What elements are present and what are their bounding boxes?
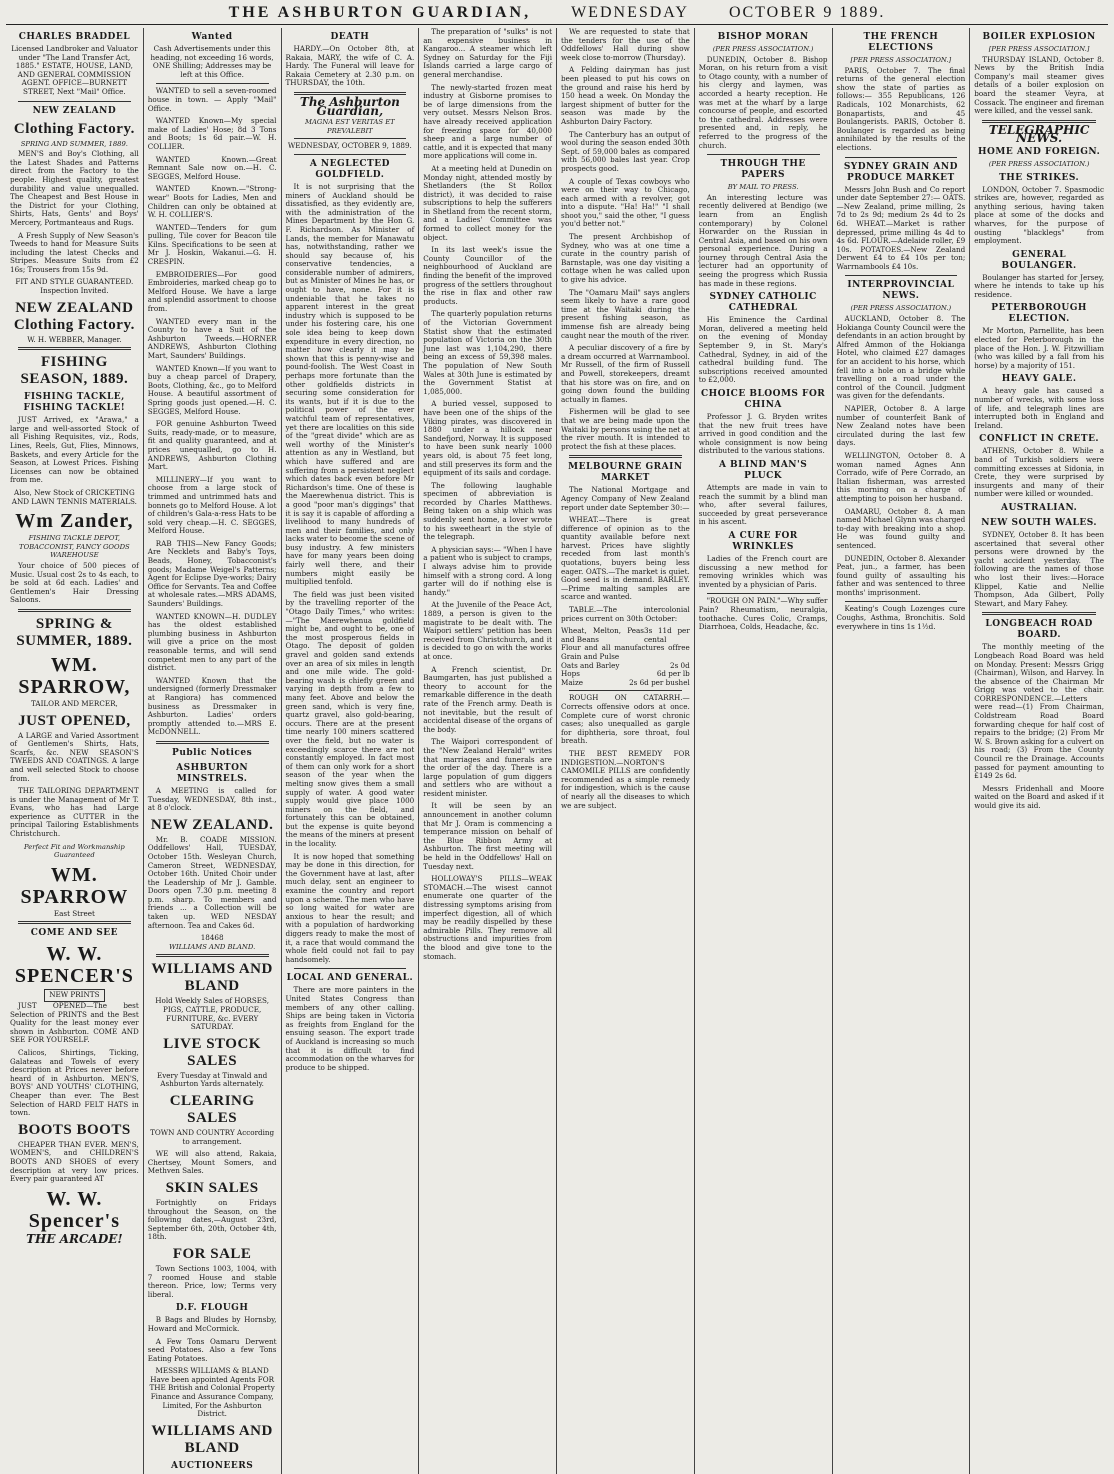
perfect-fit-line: Perfect Fit and Workmanship Guaranteed: [24, 842, 125, 860]
bishop-text: DUNEDIN, October 8. Bishop Moran, on his return from a visit to Otago county, with a number of his clergy and laymen, was accorded a hearty reception. He was met at the wharf by a large concourse of people, and escorted to the cathedral. Addresses were presented and, in reply, he referred to the progress of the church.: [698, 54, 828, 150]
papers-text: An interesting lecture was recently delivered at Bendigo (we learn from an English contemporary) by Colonel Horwarder on the Russian in Central Asia, and based on his own personal experience. During a journey through Central Asia the lecturer had an opportunity of seeing the progress which Russia has made in these regions.: [698, 192, 828, 288]
peterborough-heading: PETERBOROUGH ELECTION.: [991, 303, 1087, 325]
column-1: [6, 28, 144, 1474]
flough-heading: D.F. FLOUGH: [175, 1303, 249, 1314]
best-remedy-ad: THE BEST REMEDY FOR INDIGESTION.—NORTON'S CAMOMILE PILLS are confidently recommended as a simple remedy for indigestion, which is the cause of nearly all the diseases to which we are subject.: [561, 748, 690, 810]
east-street: East Street: [53, 908, 95, 918]
williams-bland-sig: WILLIAMS AND BLAND.: [168, 942, 256, 951]
peterborough-text: Mr Morton, Parnellite, has been elected for Peterborough in the place of the Hon. J. W. Fitzwilliam (who was killed by a fall from his horse) by a majority of 151.: [974, 326, 1104, 370]
spencer-name-3: W. W. Spencer's: [28, 1187, 120, 1232]
price-value: 3s 11d per cental: [644, 626, 690, 644]
column-8: [970, 28, 1108, 1474]
boots-text: CHEAPER THAN EVER. MEN'S, WOMEN'S, and CHILDREN'S BOOTS AND SHOES of every description at very low prices. Every pair guaranteed AT: [10, 1139, 139, 1184]
notice-number: 18468: [200, 933, 224, 943]
wanted-ad: WANTED KNOWN—H. DUDLEY has the oldest established plumbing business in Ashburton will give a price on the most reasonable terms, and will send competent men to any part of the district.: [147, 611, 277, 673]
cricket-line: Also, New Stock of CRICKETING AND LAWN TENNIS MATERIALS.: [11, 488, 137, 506]
wrinkles-heading: A CURE FOR WRINKLES: [728, 530, 798, 552]
price-row: [561, 627, 690, 644]
interprovincial-text: AUCKLAND, October 8. The Hokianga County Council were the defendants in an action brought by Alfred Ammon of the Hokianga Hotel, who claimed £27 damages for an accident to his horse, which fell into a hole on a bridge while travelling on a road under the control of the Council. Judgment was given for the defendants.: [836, 314, 966, 401]
c5-item-4: A couple of Texas cowboys who were on their way to Chicago, each armed with a revolver, got into a dispute. "Ha! Ha!" "I shall shoot you," said the other, "I guess you'd better not.": [561, 176, 690, 229]
prices-title: TABLE.—The intercolonial prices current on 30th October:: [561, 605, 690, 623]
masthead: [6, 4, 1108, 25]
for-sale-heading: FOR SALE: [172, 1245, 252, 1262]
wanted-note: Cash Advertisements under this heading, not exceeding 16 words, ONE Shilling; Addresses may be left at this Office.: [150, 44, 274, 79]
nsw-heading: NEW SOUTH WALES.: [981, 517, 1098, 528]
spring-summer-title: SPRING & SUMMER, 1889.: [16, 615, 133, 649]
fit-guarantee: FIT AND STYLE GUARANTEED.: [15, 277, 134, 287]
item-6: A buried vessel, supposed to have been one of the ships of the Viking pirates, was discovered in 1880 under a hillock near Sandefjord, Norway. It is supposed to have been sunk nearly 1000 years old, is about 75 feet long, and still preserves its form and the equipment of its sails and cordage.: [423, 399, 552, 478]
price-row: [561, 644, 690, 661]
clothing-ad-text-2: A Fresh Supply of New Season's Tweeds to hand for Measure Suits including the latest Checks and Stripes. Measure Suits from £2 16s; Trousers from 15s 9d.: [10, 230, 139, 274]
price-row: [561, 679, 690, 688]
notice-nz-text: Mr. B. COADE MISSION. Oddfellows' Hall, TUESDAY, October 15th. Wesleyan Church, Cameron Street, WEDNESDAY, October 16th. United Choir under the Leadership of Mr J. Gamble. Doors open 7.30 p.m. meeting 8 p.m. sharp. To members and friends ... a Collection will be taken up. WED NESDAY afternoon. Tea and Cakes 6d.: [147, 834, 277, 930]
column-grid: [6, 27, 1108, 1471]
wanted-ad: MILLINERY—If you want to choose from a large stock of trimmed and untrimmed hats and bonnets go to Melford House. A lot of children's Gala-a-ress Hats to be sold very cheap.—H. C. SEGGES, Melford House.: [147, 474, 277, 536]
price-item: Maize: [561, 677, 583, 687]
c5-item-2: A Felding dairyman has just been pleased to put his cows on the ground and raise his herd by 150 head a week. On Monday the largest shipment of butter for the season was made by the Ashburton Dairy Factory.: [561, 65, 690, 126]
melbourne-intro: The National Mortgage and Agency Company of New Zealand report under date September 30:—: [561, 485, 690, 512]
editorial-motto: MAGNA EST VERITAS ET PREVALEBIT: [305, 118, 395, 135]
death-notice: HARDY.—On October 8th, at Rakaia, MARY, the wife of C. A. Hardy. The Funeral will leave for Rakaia Cemetery at 2.30 p.m. on THURSDAY, the 10th.: [285, 44, 415, 88]
gale-heading: HEAVY GALE.: [1001, 374, 1077, 385]
deputation-text: Messrs Fridenhall and Moore waited on the Board and asked if it would give its aid.: [974, 783, 1104, 810]
c5-item-5: The present Archbishop of Sydney, who was at one time a curate in the country parish of Barnstaple, was one day visiting a cottage when he was called upon to give his advice.: [561, 232, 690, 285]
williams-bland-title-2: WILLIAMS AND BLAND: [151, 1422, 273, 1456]
price-value: 2s 6d per bushel: [629, 677, 690, 687]
for-sale-text: Town Sections 1003, 1004, with 7 roomed House and stable thereon. Price, low; Terms very liberal.: [147, 1263, 277, 1299]
just-opened-text: A LARGE and Varied Assortment of Gentlemen's Shirts, Hats, Scarfs, &c. NEW SEASON'S TWEEDS AND COATINGS. A large and well selected Stock to choose from.: [10, 730, 139, 783]
bags-text: B Bags and Bludes by Hornsby, Howard and McCormick.: [147, 1315, 277, 1333]
season-line: SPRING AND SUMMER, 1889.: [20, 139, 128, 148]
press-assoc-line-8: [PER PRESS ASSOCIATION.]: [988, 45, 1090, 53]
dealer-details: Licensed Landbroker and Valuator under "The Land Transfer Act, 1885." ESTATE, HOUSE, LAND, AND GENERAL COMMISSION AGENT. OFFICE—BURNETT STREET, Next "Mail" Office.: [11, 44, 138, 96]
item-10: A French scientist, Dr. Baumgarten, has just published a theory to account for the remarkable difference in the death rate of the French army. Death is not inevitable, but the result of accidental disease of the organs of the body.: [423, 664, 552, 734]
wanted-ad: WANTED Known that the undersigned (formerly Dressmaker at Rangiora) has commenced business as Dressmaker in Ashburton. Ladies' orders promptly attended to.—MRS E. McDONNELL.: [147, 675, 277, 737]
interprovincial-heading: INTERPROVINCIAL NEWS.: [847, 280, 955, 302]
wanted-list: [148, 87, 277, 737]
item-8: A physician says:— "When I have a patient who is subject to cramps, I always advise him to provide himself with a strong cord. A long garter will do if nothing else is handy.": [423, 544, 552, 597]
item-9: At the Juvenile of the Peace Act, 1889, a person is given to the magistrate to be dealt with. The Waipori settlers' petition has been received from Christchurch, and it is decided to go on with the works at once.: [423, 600, 552, 661]
new-prints-box: NEW PRINTS: [44, 989, 104, 1002]
live-stock-heading: LIVE STOCK SALES: [163, 1035, 261, 1069]
french-elections-text: PARIS, October 7. The final returns of the general election show the state of parties as follows:— 355 Republicans, 126 Radicals, 102 Monarchists, 62 Bonapartists, and 45 Boulangerists. PARIS, October 8. Boulanger is regarded as being annihilated by the results of the elections.: [836, 65, 966, 152]
manager-line: W. H. WEBBER, Manager.: [27, 334, 122, 344]
public-notices-heading: Public Notices: [172, 747, 253, 758]
strikes-heading: THE STRIKES.: [999, 172, 1080, 183]
crete-text: ATHENS, October 8. While a band of Turkish soldiers were committing excesses at Sidonia, in Crete, they were surprised by insurgents and many of their number were killed or wounded.: [974, 446, 1104, 499]
wreath-text: Professor J. G. Bryden writes that the new fruit trees have arrived in good condition and the whole consignment is now being distributed to the various stations.: [698, 412, 828, 456]
melbourne-grain-heading: MELBOURNE GRAIN MARKET: [568, 462, 683, 484]
telegraphic-heading: TELEGRAPHIC NEWS.: [988, 122, 1090, 146]
wanted-ad: WANTED Known—My special make of Ladies' Hose; 8d 3 Tons and Boots; 1s 6d pair.—W. H. COLLIER.: [147, 116, 277, 151]
column-6: [695, 28, 833, 1474]
clearing-sub: TOWN AND COUNTRY According to arrangement.: [150, 1128, 275, 1146]
wanted-ad: WANTED—Tenders for gum pulling, Tile cover for Beacon tile Kilns. Specifications to be seen at Mr J. Hoskin, Wakanui.—G. H. CRESPIN.: [147, 222, 277, 267]
minstrels-heading: ASHBURTON MINSTRELS.: [176, 762, 249, 784]
clothing-factory-title-2: NEW ZEALAND Clothing Factory.: [13, 299, 135, 333]
fishing-tackle-text: JUST Arrived, ex "Arawa," a large and well-assorted Stock of all Fishing Requisites, viz., Rods, Lines, Reels, Gut, Flies, Minnows, Baskets, and every Article for the Season, at Lowest Prices. Fishing Licenses can now be obtained from me.: [10, 415, 139, 485]
clothing-factory-title: Clothing Factory.: [13, 120, 135, 137]
item-4: In its last week's issue the County Councillor of the neighbourhood of Auckland are finding the benefit of the improved progress of the settlers throughout the rise in flax and other raw products.: [423, 245, 552, 306]
editorial-paper-name: The Ashburton Guardian,: [299, 94, 400, 118]
leader-text: It is not surprising that the miners of Auckland should be dissatisfied, as they evidently are, with the administration of the Mines Department by the Hon G. F. Richardson. As Minister of Lands, the member for Manawatu has, notwithstanding, rather we should say because of, his conservative tendencies, a considerable number of admirers, but as Minister of Mines he has, or ought to have, none. For it is undeniable that he takes no apparent interest in the great industry which is supposed to be under his fostering care, his one sole idea being to keep down expenditure in every direction, no matter how clearly it may be shown that this is penny-wise and pound-foolish. The West Coast in perhaps more fortunate than the other goldfields districts in securing some consideration for its wants, but if it is due to the political power of the ever watchful team of representatives, yet there are localities on this side of the "great divide" which are as well worthy of the Minister's attention as any in Westland, but which have suffered and are suffering from a persistent neglect which dates back even before Mr Richardson's time. One of these is the Maerewhenua district. This is a good "poor man's diggings" that it is say it is capable of affording a livelihood to many hundreds of men and their families, and only lacks water to become the scene of busy industry. A few ministers have for many years been doing fairly well there, and their numbers might easily be multiplied tenfold.: [285, 181, 415, 587]
skin-sales-text: Fortnightly on Fridays throughout the Season, on the following dates,—August 23rd, September 6th, 20th, October 4th, 18th.: [147, 1197, 277, 1242]
blind-man-text: Attempts are made in vain to reach the summit by a blind man who, after several failures, succeeded by great perseverance in his ascent.: [698, 482, 828, 527]
gale-text: A heavy gale has caused a number of wrecks, with some loss of life, and telegraph lines are interrupted both in England and Ireland.: [974, 386, 1104, 430]
sydney-grain-text: Messrs John Bush and Co report under date September 27:— OATS.—New Zealand, prime milling, 2s 7d to 2s 9d; medium 2s 4d to 2s 6d. WHEAT.—Market is rather depressed, prime milling 4s 4d to 4s 6d. FLOUR.—Adelaide roller, £9 10s. POTATOES.—New Zealand Derwent £4 to £4 10s per ton; Warrnambools £4 10s.: [836, 184, 966, 271]
wreath-heading: CHOICE BLOOMS FOR CHINA: [700, 389, 826, 410]
sydney-cathedral-heading: SYDNEY CATHOLIC CATHEDRAL: [709, 292, 817, 314]
prices-list: [561, 627, 690, 687]
oats-text: A Few Tons Oamaru Derwent seed Potatoes. Also a few Tons Eating Potatoes.: [147, 1336, 277, 1363]
death-heading: DEATH: [330, 32, 370, 42]
wanted-ad: RAB THIS—New Fancy Goods; Are Necklets and Baby's Toys, Beads, Honey, Tobacconist's goods; Madame Weigel's Patterns; Agent for Eclipse Dye-works; Dairy Office for Servants. Tea and Coffee at wholesale rates.—MRS ADAMS, Saunders' Buildings.: [147, 538, 277, 609]
issue-date: OCTOBER 9 1889.: [728, 4, 886, 21]
c5-item-6: The "Oamaru Mail" says anglers seem likely to have a rare good time at the Waitaki during the present fishing season, as immense fish are already being caught near the mouth of the river.: [561, 287, 690, 340]
price-value: 6d per lb: [656, 669, 690, 679]
sydney-grain-heading: SYDNEY GRAIN AND PRODUCE MARKET: [843, 161, 958, 183]
keating-ad: Keating's Cough Lozenges cure Coughs, Asthma, Bronchitis. Sold everywhere in tins 1s 1½d.: [836, 604, 966, 631]
item-1: The preparation of "sulks" is not an expensive business in Kangaroo... A steamer which left Sydney on Saturday for the Fiji Islands carried a large cargo of general merchandise.: [423, 27, 552, 79]
item-5: The quarterly population returns of the Victorian Government Statist show that the estimated population of Victoria on the 30th June last was 1,104,290, there being an excess of 59,398 males. The population of New South Wales at 30th June is estimated by the Government Statist at 1,085,000.: [423, 309, 552, 396]
fishing-tackle-heading: FISHING TACKLE, FISHING TACKLE!: [23, 392, 126, 414]
wanted-ad: WANTED to sell a seven-roomed house in town. — Apply "Mail" Office.: [147, 86, 277, 113]
zander-subtitle: FISHING TACKLE DEPOT, TOBACCONIST, FANCY GOODS WAREHOUSE: [19, 534, 130, 560]
australian-heading: AUSTRALIAN.: [1000, 502, 1078, 513]
crete-heading: CONFLICT IN CRETE.: [979, 434, 1100, 445]
arcade-title: THE ARCADE!: [26, 1231, 123, 1246]
item-12: It will be seen by an announcement in another column that Mr J. Oram is commencing a temperance mission on behalf of the Blue Ribbon Army at Ashburton. The first meeting will be held in the Oddfellows' Hall on Tuesday next.: [423, 801, 552, 871]
notice-nz-heading: NEW ZEALAND.: [150, 816, 274, 833]
leader-text-2: The field was just been visited by the travelling reporter of the "Otago Daily Times," who writes:—"The Maerewhenua goldfield might be, and ought to be, one of the most prosperous fields in Otago. The deposit of golden gravel and golden sand extends over an area of six miles in length and one mile wide. The gold-bearing wash is chiefly green and varying in depth from a few to many feet. Above and below the green sand, which is very fine, quartz gravel, also gold-bearing, occurs. There are at the present time nearly 100 miners scattered over the field, but no water is exceedingly scarce there are not constantly employed. In fact most of them can only work for a short season of the year when the melting snow gives them a small supply of water. A good water supply would give place 1000 miners on the field, and fortunately this can be obtained, but the expense is quite beyond the means of the miners at present in the locality.: [285, 589, 415, 849]
spencer-text: JUST OPENED—The best Selection of PRINTS and the Best Quality for the least money ever shown in Ashburton. COME AND SEE FOR YOURSELF.: [10, 1001, 139, 1045]
local-general-heading: LOCAL AND GENERAL.: [286, 973, 414, 984]
blind-man-heading: A BLIND MAN'S PLUCK: [718, 459, 808, 481]
dunedin-text: DUNEDIN, October 8. Alexander Peat, jun., a farmer, has been found guilty of assaulting his father and was sentenced to three months' imprisonment.: [836, 553, 966, 597]
c5-item-3: The Canterbury has an output of wool during the season ended 30th Sept. of 59,000 bales as compared with 56,000 bales last year. Crop prospects good.: [561, 129, 690, 173]
rough-pain-ad: "ROUGH ON PAIN."—Why suffer Pain? Rheumatism, neuralgia, toothache. Cures Colic, Cramps, Diarrhoea, Colds, Headache, &c.: [698, 596, 828, 632]
press-assoc-line-8b: (PER PRESS ASSOCIATION.): [988, 159, 1090, 168]
zander-name: Wm Zander,: [15, 510, 134, 533]
paper-title: THE ASHBURTON GUARDIAN,: [228, 4, 532, 21]
item-3: At a meeting held at Dunedin on Monday night, attended mostly by Shetlanders (the St Rollox district), it was decided to raise subscriptions to help the sufferers in Shetland from the recent storm, and a Ladies' Committee was formed to collect money for the object.: [423, 163, 552, 242]
leader-heading: A NEGLECTED GOLDFIELD.: [309, 158, 390, 180]
boulanger-text: Boulanger has started for Jersey, where he intends to take up his residence.: [974, 272, 1104, 299]
tailor-line: TAILOR AND MERCER,: [30, 698, 118, 708]
leader-text-3: It is now hoped that something may be done in this direction, for the Government have at last, after much delay, sent an engineer to examine the country and report upon a scheme. The men who have so long waited for water are anxious to hear the result; and with a population of hardworking diggers ready to make the most of it, a race that would command the whole field could not fail to pay handsomely.: [285, 851, 415, 964]
calicos-text: Calicos, Shirtings, Ticking, Galateas and Towels of every description at Prices never before heard of in Ashburton. MEN'S, BOYS' AND YOUTHS' CLOTHING, Cheaper than ever. The Best Selection of HARD FELT HATS in town.: [10, 1048, 139, 1118]
press-assoc-line: (PER PRESS ASSOCIATION.): [712, 45, 814, 53]
press-assoc-line-7: [PER PRESS ASSOCIATION.]: [850, 56, 952, 64]
boiler-text: THURSDAY ISLAND, October 8. News by the British India Company's mail steamer gives details of a boiler explosion on board the steamer Veyra, at Cossack. The engineer and fireman were killed, and the vessel sank.: [974, 54, 1104, 116]
strikes-text: LONDON, October 7. Spasmodic strikes are, however, regarded as anything serious, having taken place at some of the docks and wharves, for the purpose of ousting "blacklegs" from employment.: [974, 184, 1104, 246]
price-item: Hops: [561, 669, 580, 679]
williams-bland-title: WILLIAMS AND BLAND: [151, 961, 273, 995]
auctioneers-line: AUCTIONEERS: [171, 1460, 254, 1471]
spencer-name: W. W. SPENCER'S: [14, 943, 134, 988]
column-3: [282, 28, 420, 1474]
boots-title: BOOTS BOOTS: [18, 1121, 131, 1138]
column-7: [833, 28, 971, 1474]
clearing-text: WE will also attend, Rakaia, Chertsey, Mount Somers, and Methven Sales.: [147, 1149, 277, 1176]
wanted-ad: WANTED Known—If you want to buy a cheap parcel of Drapery, Boots, Clothing, &c., go to Melford House. A beautiful assortment of Spring goods just opened.—H. C. SEGGES, Melford House.: [147, 363, 277, 416]
boulanger-heading: GENERAL BOULANGER.: [1001, 249, 1077, 271]
napier-text: NAPIER, October 8. A large number of counterfeit Bank of New Zealand notes have been circulated during the last few days.: [836, 404, 966, 448]
skin-sales-heading: SKIN SALES: [165, 1179, 259, 1196]
zander-text: Your choice of 500 pieces of Music. Usual cost 2s to 4s each, to be sold at 6d each. Ladies' and Gentlemen's Hair Dressing Saloons.: [10, 560, 139, 605]
sparrow-name-2: WM. SPARROW: [20, 863, 129, 908]
papers-heading: THROUGH THE PAPERS: [720, 159, 806, 181]
wanted-ad: FOR genuine Ashburton Tweed Suits, ready-made, or to measure, fit and quality guaranteed, and at prices unequalled, go to H. ANDREWS, Ashburton Clothing Mart.: [147, 419, 277, 472]
wanted-ad: WANTED Known.—"Strong-wear" Boots for Ladies, Men and Children can only be obtained at W. H. COLLIER'S.: [147, 184, 277, 220]
longbeach-text: The monthly meeting of the Longbeach Road Board was held on Monday. Present: Messrs Grigg (Chairman), Wilson, and Harvey. In the absence of the Chairman Mr Grigg was voted to the chair. CORRESPONDENCE.—Letters were read—(1) From Chairman, Coldstream Road Board forwarding cheque for half cost of repairs to the bridge; (2) From Mr W. S. Brown asking for a culvert on his road; (3) From the County Council re the Drainage. Accounts passed for payment amounting to £149 2s 6d.: [974, 642, 1104, 781]
papers-sub: BY MAIL TO PRESS.: [727, 183, 799, 192]
wellington-text: WELLINGTON, October 8. A woman named Agnes Ann Corrado, wife of Pere Corrado, an Italian fisherman, was arrested this morning on a charge of attempting to poison her husband.: [836, 450, 966, 503]
come-and-see: COME AND SEE: [30, 928, 119, 939]
dealer-name: CHARLES BRADDEL: [18, 32, 131, 42]
price-item: Wheat, Melton, Peas and Beans: [561, 626, 644, 644]
inspection-line: Inspection Invited.: [40, 286, 109, 296]
wanted-heading: Wanted: [191, 32, 233, 42]
price-value: free: [675, 643, 690, 653]
tailoring-text: THE TAILORING DEPARTMENT is under the Management of Mr T. Evans, who has had Large experience as CUTTER in the principal Tailoring Establishments Christchurch.: [10, 786, 139, 839]
clearing-heading: CLEARING SALES: [169, 1093, 255, 1126]
column-2: [144, 28, 282, 1474]
column-5: [557, 28, 695, 1474]
rough-catarrh-ad: ROUGH ON CATARRH.—Corrects offensive odors at once. Complete cure of worst chronic cases; also unequalled as gargle for diphtheria, sore throat, foul breath.: [561, 693, 690, 746]
weekly-sales: Hold Weekly Sales of HORSES, PIGS, CATTLE, PRODUCE, FURNITURE, &c. EVERY SATURDAY.: [155, 996, 270, 1032]
longbeach-heading: LONGBEACH ROAD BOARD.: [985, 619, 1093, 641]
bishop-heading: BISHOP MORAN: [717, 32, 809, 42]
french-elections-heading: THE FRENCH ELECTIONS: [863, 32, 939, 53]
press-assoc-line-7b: (PER PRESS ASSOCIATION.): [850, 304, 952, 313]
c5-item-1: We are requested to state that the tenders for the use of the Oddfellows' Hall during show week close to-morrow (Thursday).: [561, 27, 690, 62]
local-general-text: There are more painters in the United States Congress than members of any other calling. Ships are being taken in Victoria as freights from England for the ensuing season. The export trade of Auckland is increasing so much that it is difficult to find accommodation on the wharves for produce to be shipped.: [285, 985, 415, 1072]
nz-heading: NEW ZEALAND: [32, 105, 117, 116]
price-value: 2s 0d: [670, 660, 690, 670]
wanted-ad: WANTED Known.—Great Remnant Sale now on.—H. C. SEGGES, Melford House.: [147, 154, 277, 181]
holloway-ad: HOLLOWAY'S PILLS—WEAK STOMACH.—The wisest cannot enumerate one quarter of the distressing symptoms arising from imperfect digestion, all of which may be readily dispelled by these admirable Pills. They remove all obstructions and impurities from the blood and give tone to the stomach.: [423, 874, 552, 961]
item-11: The Waipori correspondent of the "New Zealand Herald" writes that marriages and funerals are the order of the day. There is a large population of gum diggers and settlers who are without a resident minister.: [423, 737, 552, 798]
issue-day: WEDNESDAY: [571, 4, 689, 21]
wrinkles-text: Ladies of the French court are discussing a new method for removing wrinkles which was invented by a physician of Paris.: [698, 553, 828, 589]
editorial-date: WEDNESDAY, OCTOBER 9, 1889.: [287, 141, 412, 151]
fishing-season-title: FISHING SEASON, 1889.: [20, 354, 129, 388]
wanted-ad: EMBROIDERIES—For good Embroideries, marked cheap go to Melford House. We have a large and splendid assortment to choose from.: [147, 269, 277, 314]
home-foreign-heading: HOME AND FOREIGN.: [978, 146, 1101, 157]
live-stock-text: Every Tuesday at Tinwald and Ashburton Yards alternately.: [156, 1070, 268, 1089]
oamaru-text: OAMARU, October 8. A man named Michael Glynn was charged to-day with breaking into a shop. He was found guilty and sentenced.: [836, 506, 966, 550]
item-2: The newly-started frozen meat industry at Gisborne promises to be of large dimensions from the very outset. Messrs Nelson Bros. have already received application for freezing space for 40,000 sheep and a large number of cattle, and it is expected that many more applications will come in.: [423, 82, 552, 161]
melbourne-report: WHEAT.—There is great difference of opinion as to the quantity available before next harvest. Prices have slightly receded from last month's quotations, buyers being less eager. OATS.—The market is quiet. Good seed is in demand. BARLEY.—Prime malting samples are scarce and wanted.: [561, 515, 690, 602]
c5-item-7: A peculiar discovery of a fire by a dream occurred at Warrnambool. Mr Russell, of the firm of Russell and Powell, storekeepers, dreamt that his store was on fire, and on going down found the building actually in flames.: [561, 343, 690, 404]
clothing-ad-text: MEN'S and Boy's Clothing, all the Latest Shades and Patterns direct from the Factory to the people. Highest quality, greatest durability and value unequalled. The Cheapest and Best House in the District for your Clothing, Shirts, Hats, Gents' and Boys' Mercery, Portmanteaus and Rugs.: [10, 149, 139, 227]
item-7: The following laughable specimen of abbreviation is recorded by Charles Matthews. Being taken on a ship which was suddenly sent home, a lover wrote to his sweetheart in the style of the telegraph.: [423, 480, 552, 542]
column-4: [419, 28, 557, 1474]
wanted-ad: WANTED every man in the County to have a Suit of the Ashburton Tweeds.—HORNER ANDREWS, Ashburton Clothing Mart, Saunders' Buildings.: [147, 316, 277, 360]
price-item: Flour and all manufactures of Grain and Pulse: [561, 643, 676, 661]
agents-text: MESSRS WILLIAMS & BLAND Have been appointed Agents FOR THE British and Colonial Property Finance and Assurance Company, Limited, For the Ashburton District.: [149, 1366, 275, 1419]
c5-item-8: Fishermen will be glad to see that we are being made upon the Waitaki by persons using the net at the river mouth. It is intended to protect the fish at these places.: [561, 407, 690, 451]
just-opened-title: JUST OPENED,: [18, 712, 131, 729]
boiler-heading: BOILER EXPLOSION: [982, 32, 1096, 42]
sydney-cathedral-text: His Eminence the Cardinal Moran, delivered a meeting held on the evening of Monday September 9, in St. Mary's Cathedral, Sydney, in aid of the cathedral building fund. The subscriptions received amounted to £2,000.: [698, 315, 828, 385]
nsw-text: SYDNEY, October 8. It has been ascertained that several other persons were drowned by the yacht accident yesterday. The following are the names of those who lost their lives:—Horace Klippel, Katie and Nellie Thompson, Ada Gilbert, Polly Stewart, and Mary Fahey.: [974, 529, 1104, 608]
minstrels-text: A MEETING is called for Tuesday, WEDNESDAY, 8th inst., at 8 o'clock.: [147, 785, 277, 813]
sparrow-name: WM. SPARROW,: [18, 653, 131, 698]
price-item: Oats and Barley: [561, 660, 620, 670]
